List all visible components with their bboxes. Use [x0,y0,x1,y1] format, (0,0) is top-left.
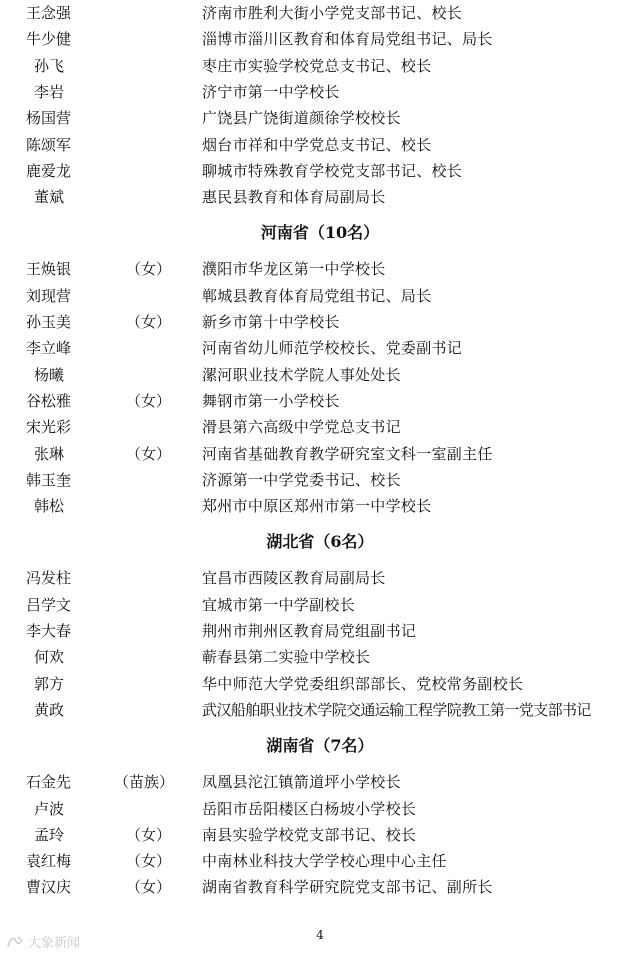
list-item [0,388,640,414]
person-name: 黄政 [34,700,65,719]
list-item [0,592,640,618]
list-item [0,309,640,335]
person-name: 王焕银 [26,260,72,279]
person-name: 冯发柱 [26,569,72,588]
person-position: 宜昌市西陵区教育局副局长 [202,569,386,588]
person-name: 鹿爱龙 [26,161,72,180]
person-position: 济宁市第一中学校长 [202,82,340,101]
list-item [0,53,640,79]
person-note: （女） [126,260,172,279]
person-name: 杨曦 [34,365,65,384]
list-item [0,79,640,105]
person-note: （女） [126,852,172,871]
person-name: 李大春 [26,622,72,640]
list-item [0,565,640,591]
person-name: 李岩 [34,82,65,101]
list-item [0,335,640,361]
person-position: 武汉船舶职业技术学院交通运输工程学院教工第一党支部书记 [202,700,591,719]
list-item [0,0,640,26]
list-item [0,105,640,131]
person-position: 河南省基础教育教学研究室文科一室副主任 [202,444,493,463]
person-name: 杨国营 [26,109,72,128]
person-position: 蕲春县第二实验中学校长 [202,648,371,667]
person-position: 南县实验学校党支部书记、校长 [202,825,417,844]
person-position: 郑州市中原区郑州市第一中学校长 [202,497,432,516]
person-position: 郸城县教育体育局党组书记、局长 [202,286,432,305]
watermark-logo-icon [6,935,24,949]
person-name: 石金先 [26,773,72,792]
person-name: 刘现营 [26,286,72,305]
watermark-text: 大象新闻 [28,936,81,951]
list-item [0,467,640,493]
person-position: 聊城市特殊教育学校党支部书记、校长 [202,161,463,180]
list-item [0,796,640,822]
list-item [0,132,640,158]
person-position: 惠民县教育和体育局副局长 [202,188,386,207]
list-item [0,158,640,184]
person-position: 岳阳市岳阳楼区白杨坡小学校长 [202,799,417,818]
person-name: 牛少健 [26,30,72,49]
person-name: 韩玉奎 [26,470,72,489]
person-name: 李立峰 [26,339,72,358]
section-heading: 河南省（10名） [260,223,380,243]
person-position: 舞钢市第一小学校长 [202,391,340,410]
list-item [0,769,640,795]
watermark [6,932,80,951]
person-name: 卢波 [34,799,65,818]
person-position: 中南林业科技大学学校心理中心主任 [202,852,447,871]
list-item [0,493,640,519]
person-name: 王念强 [26,4,72,22]
person-position: 凤凰县沱江镇箭道坪小学校长 [202,773,401,792]
list-item [0,26,640,52]
person-name: 吕学文 [26,595,72,614]
person-note: （女） [126,313,172,331]
person-note: （女） [126,878,172,897]
person-name: 宋光彩 [26,418,72,437]
section-heading: 湖北省（6名） [266,532,374,552]
list-item [0,414,640,440]
list-item [0,848,640,874]
person-name: 袁红梅 [26,852,72,871]
person-name: 陈颂军 [26,135,72,154]
list-item [0,362,640,388]
list-item [0,697,640,723]
person-name: 孟玲 [34,825,65,844]
page-number: 4 [316,928,324,942]
person-note: （苗族） [114,773,175,792]
person-position: 广饶县广饶街道颜徐学校校长 [202,109,401,128]
list-item [0,874,640,900]
person-position: 荆州市荆州区教育局党组副书记 [202,622,417,640]
person-name: 郭方 [34,674,65,693]
person-name: 韩松 [34,497,65,516]
person-position: 新乡市第十中学校长 [202,313,340,331]
person-name: 孙玉美 [26,313,72,331]
person-position: 华中师范大学党委组织部部长、党校常务副校长 [202,674,524,693]
person-position: 河南省幼儿师范学校校长、党委副书记 [202,339,463,358]
person-position: 宜城市第一中学副校长 [202,595,356,614]
list-item [0,671,640,697]
section-heading: 湖南省（7名） [266,736,374,756]
list-item [0,644,640,670]
person-name: 何欢 [34,648,65,667]
person-note: （女） [126,444,172,463]
person-position: 枣庄市实验学校党总支书记、校长 [202,56,432,75]
list-item [0,256,640,282]
person-position: 滑县第六高级中学党总支书记 [202,418,401,437]
person-name: 谷松雅 [26,391,72,410]
list-item [0,822,640,848]
person-name: 曹汉庆 [26,878,72,897]
person-position: 烟台市祥和中学党总支书记、校长 [202,135,432,154]
person-note: （女） [126,391,172,410]
person-position: 济源第一中学党委书记、校长 [202,470,401,489]
person-position: 濮阳市华龙区第一中学校长 [202,260,386,279]
person-name: 董斌 [34,188,65,207]
person-position: 济南市胜利大街小学党支部书记、校长 [202,4,463,22]
person-name: 张琳 [34,444,65,463]
person-note: （女） [126,825,172,844]
person-position: 湖南省教育科学研究院党支部书记、副所长 [202,878,493,897]
person-position: 淄博市淄川区教育和体育局党组书记、局长 [202,30,493,49]
list-item [0,618,640,644]
list-item [0,441,640,467]
person-name: 孙飞 [34,56,65,75]
list-item [0,184,640,210]
person-position: 漯河职业技术学院人事处处长 [202,365,401,384]
list-item [0,283,640,309]
